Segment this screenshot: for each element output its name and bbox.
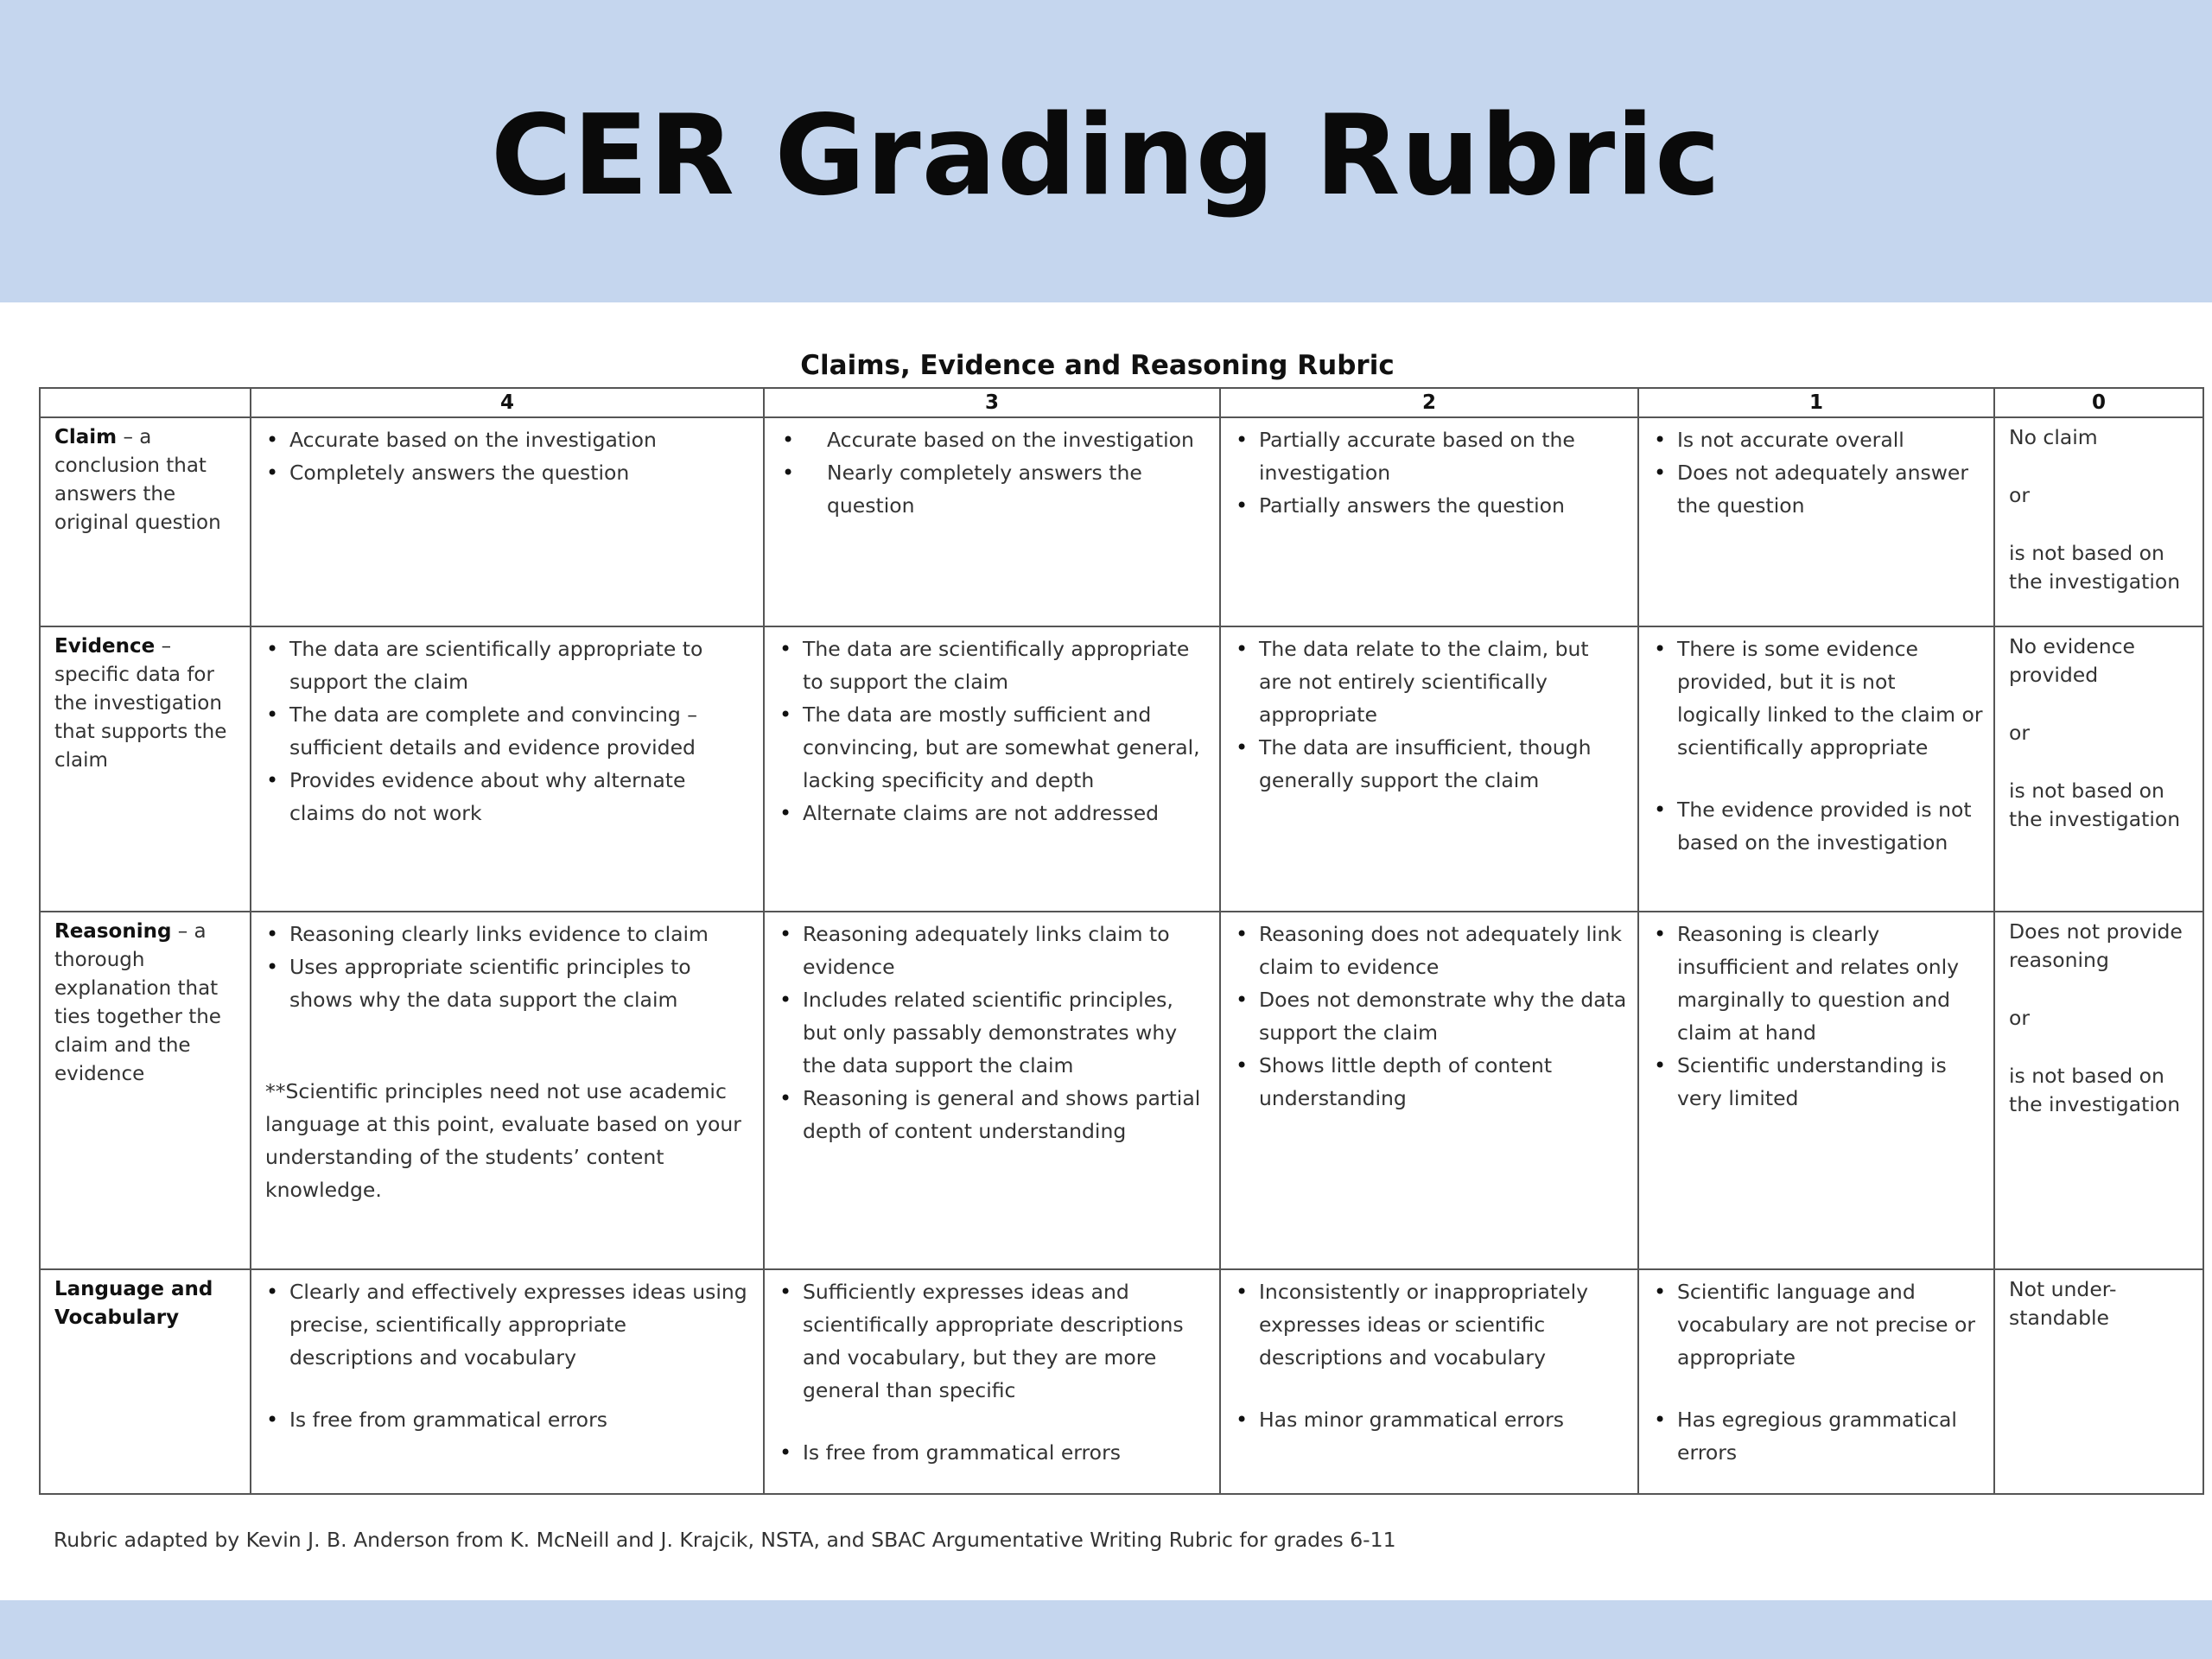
row-evidence bbox=[40, 626, 2203, 912]
list-item: • Accurate based on the investigation bbox=[289, 423, 753, 456]
cell-claim-1 bbox=[1638, 417, 1994, 626]
cell-language-4 bbox=[251, 1269, 764, 1494]
cell-reasoning-4 bbox=[251, 912, 764, 1269]
cell-claim-4 bbox=[251, 417, 764, 626]
list-item: • The data are insufficient, though generally support the claim bbox=[1259, 731, 1627, 797]
cell-claim-2 bbox=[1220, 417, 1638, 626]
list-item: • Has minor grammatical errors bbox=[1259, 1403, 1627, 1436]
criterion-reasoning bbox=[40, 912, 251, 1269]
list-item: • Inconsistently or inappropriately expresses ideas or scientific descriptions and vocabulary bbox=[1259, 1275, 1627, 1374]
zero-or: or bbox=[2009, 721, 2031, 745]
rubric-title: Claims, Evidence and Reasoning Rubric bbox=[800, 350, 1395, 381]
criterion-claim bbox=[40, 417, 251, 626]
criterion-name: Evidence bbox=[54, 635, 156, 658]
list-item: • Scientific language and vocabulary are not precise or appropriate bbox=[1677, 1275, 1983, 1374]
zero-main: No evidence provided bbox=[2009, 634, 2135, 687]
list-item: • Accurate based on the investigation bbox=[827, 423, 1209, 456]
rubric-table bbox=[39, 387, 2204, 1495]
zero-or: or bbox=[2009, 483, 2031, 507]
zero-alt: is not based on the investigation bbox=[2009, 1064, 2181, 1116]
header-score-3: 3 bbox=[764, 388, 1220, 417]
list-item: • Is free from grammatical errors bbox=[289, 1403, 753, 1436]
criterion-name: Language and Vocabulary bbox=[54, 1278, 213, 1329]
list-item: • The data relate to the claim, but are not entirely scientifically appropriate bbox=[1259, 632, 1627, 731]
cell-evidence-1 bbox=[1638, 626, 1994, 912]
cell-evidence-3 bbox=[764, 626, 1220, 912]
list-item: • Reasoning does not adequately link claim to evidence bbox=[1259, 918, 1627, 983]
list-item: • The data are complete and convincing – sufficient details and evidence provided bbox=[289, 698, 753, 764]
criterion-description: – specific data for the investigation that supports the claim bbox=[54, 635, 227, 772]
attribution-footer: Rubric adapted by Kevin J. B. Anderson from K. McNeill and J. Krajcik, NSTA, and SBAC Argumentative Writing Rubric for grades 6-11 bbox=[54, 1528, 1396, 1552]
criterion-name: Claim bbox=[54, 426, 118, 448]
header-score-1: 1 bbox=[1638, 388, 1994, 417]
criterion-description: – a thorough explanation that ties together the claim and the evidence bbox=[54, 920, 221, 1085]
zero-main: Not under-standable bbox=[2009, 1277, 2117, 1330]
list-item: • Does not demonstrate why the data support the claim bbox=[1259, 983, 1627, 1049]
zero-alt: is not based on the investigation bbox=[2009, 541, 2181, 594]
list-item: • Has egregious grammatical errors bbox=[1677, 1403, 1983, 1469]
cell-reasoning-0 bbox=[1994, 912, 2203, 1269]
list-item: • Reasoning adequately links claim to evidence bbox=[803, 918, 1209, 983]
list-item: • Is free from grammatical errors bbox=[803, 1436, 1209, 1469]
cell-reasoning-3 bbox=[764, 912, 1220, 1269]
cell-language-0 bbox=[1994, 1269, 2203, 1494]
list-item: • Shows little depth of content understanding bbox=[1259, 1049, 1627, 1115]
cell-evidence-0 bbox=[1994, 626, 2203, 912]
zero-main: Does not provide reasoning bbox=[2009, 919, 2183, 972]
list-item: • There is some evidence provided, but it is not logically linked to the claim or scientifically appropriate bbox=[1677, 632, 1983, 764]
cell-reasoning-1 bbox=[1638, 912, 1994, 1269]
criterion-language bbox=[40, 1269, 251, 1494]
cell-evidence-2 bbox=[1220, 626, 1638, 912]
list-item: • Provides evidence about why alternate claims do not work bbox=[289, 764, 753, 830]
criterion-description: – a conclusion that answers the original question bbox=[54, 426, 221, 534]
list-item: • Does not adequately answer the question bbox=[1677, 456, 1983, 522]
criterion-name: Reasoning bbox=[54, 920, 172, 943]
list-item: • Includes related scientific principles, but only passably demonstrates why the data support the claim bbox=[803, 983, 1209, 1082]
score-header-row bbox=[40, 388, 2203, 417]
header-score-2: 2 bbox=[1220, 388, 1638, 417]
list-item: • Reasoning is clearly insufficient and relates only marginally to question and claim at hand bbox=[1677, 918, 1983, 1049]
header-criterion bbox=[40, 388, 251, 417]
scientific-principles-note: **Scientific principles need not use academic language at this point, evaluate based on your understanding of the students’ content knowledge. bbox=[265, 1079, 741, 1202]
cell-evidence-4 bbox=[251, 626, 764, 912]
zero-alt: is not based on the investigation bbox=[2009, 779, 2181, 831]
list-item: • The evidence provided is not based on the investigation bbox=[1677, 793, 1983, 859]
row-claim bbox=[40, 417, 2203, 626]
list-item: • The data are scientifically appropriate to support the claim bbox=[289, 632, 753, 698]
cell-reasoning-2 bbox=[1220, 912, 1638, 1269]
cell-language-2 bbox=[1220, 1269, 1638, 1494]
list-item: • Partially accurate based on the investigation bbox=[1259, 423, 1627, 489]
list-item: • The data are scientifically appropriate to support the claim bbox=[803, 632, 1209, 698]
bottom-band bbox=[0, 1600, 2212, 1659]
list-item: • Nearly completely answers the question bbox=[827, 456, 1209, 522]
title-band bbox=[0, 0, 2212, 302]
header-score-4: 4 bbox=[251, 388, 764, 417]
list-item: • Reasoning is general and shows partial depth of content understanding bbox=[803, 1082, 1209, 1147]
list-item: • Completely answers the question bbox=[289, 456, 753, 489]
zero-or: or bbox=[2009, 1006, 2031, 1030]
criterion-evidence bbox=[40, 626, 251, 912]
zero-main: No claim bbox=[2009, 425, 2098, 449]
header-score-0: 0 bbox=[1994, 388, 2203, 417]
list-item: • Uses appropriate scientific principles to shows why the data support the claim bbox=[289, 950, 753, 1016]
list-item: • Clearly and effectively expresses ideas using precise, scientifically appropriate descriptions and vocabulary bbox=[289, 1275, 753, 1374]
list-item: • Scientific understanding is very limited bbox=[1677, 1049, 1983, 1115]
list-item: • Partially answers the question bbox=[1259, 489, 1627, 522]
row-language bbox=[40, 1269, 2203, 1494]
cell-claim-3 bbox=[764, 417, 1220, 626]
list-item: • Alternate claims are not addressed bbox=[803, 797, 1209, 830]
list-item: • Sufficiently expresses ideas and scientifically appropriate descriptions and vocabulary, but they are more general than specific bbox=[803, 1275, 1209, 1407]
cell-language-1 bbox=[1638, 1269, 1994, 1494]
cell-claim-0 bbox=[1994, 417, 2203, 626]
slide-title: CER Grading Rubric bbox=[490, 91, 1722, 220]
cell-language-3 bbox=[764, 1269, 1220, 1494]
list-item: • Reasoning clearly links evidence to claim bbox=[289, 918, 753, 950]
row-reasoning bbox=[40, 912, 2203, 1269]
list-item: • Is not accurate overall bbox=[1677, 423, 1983, 456]
list-item: • The data are mostly sufficient and convincing, but are somewhat general, lacking specificity and depth bbox=[803, 698, 1209, 797]
